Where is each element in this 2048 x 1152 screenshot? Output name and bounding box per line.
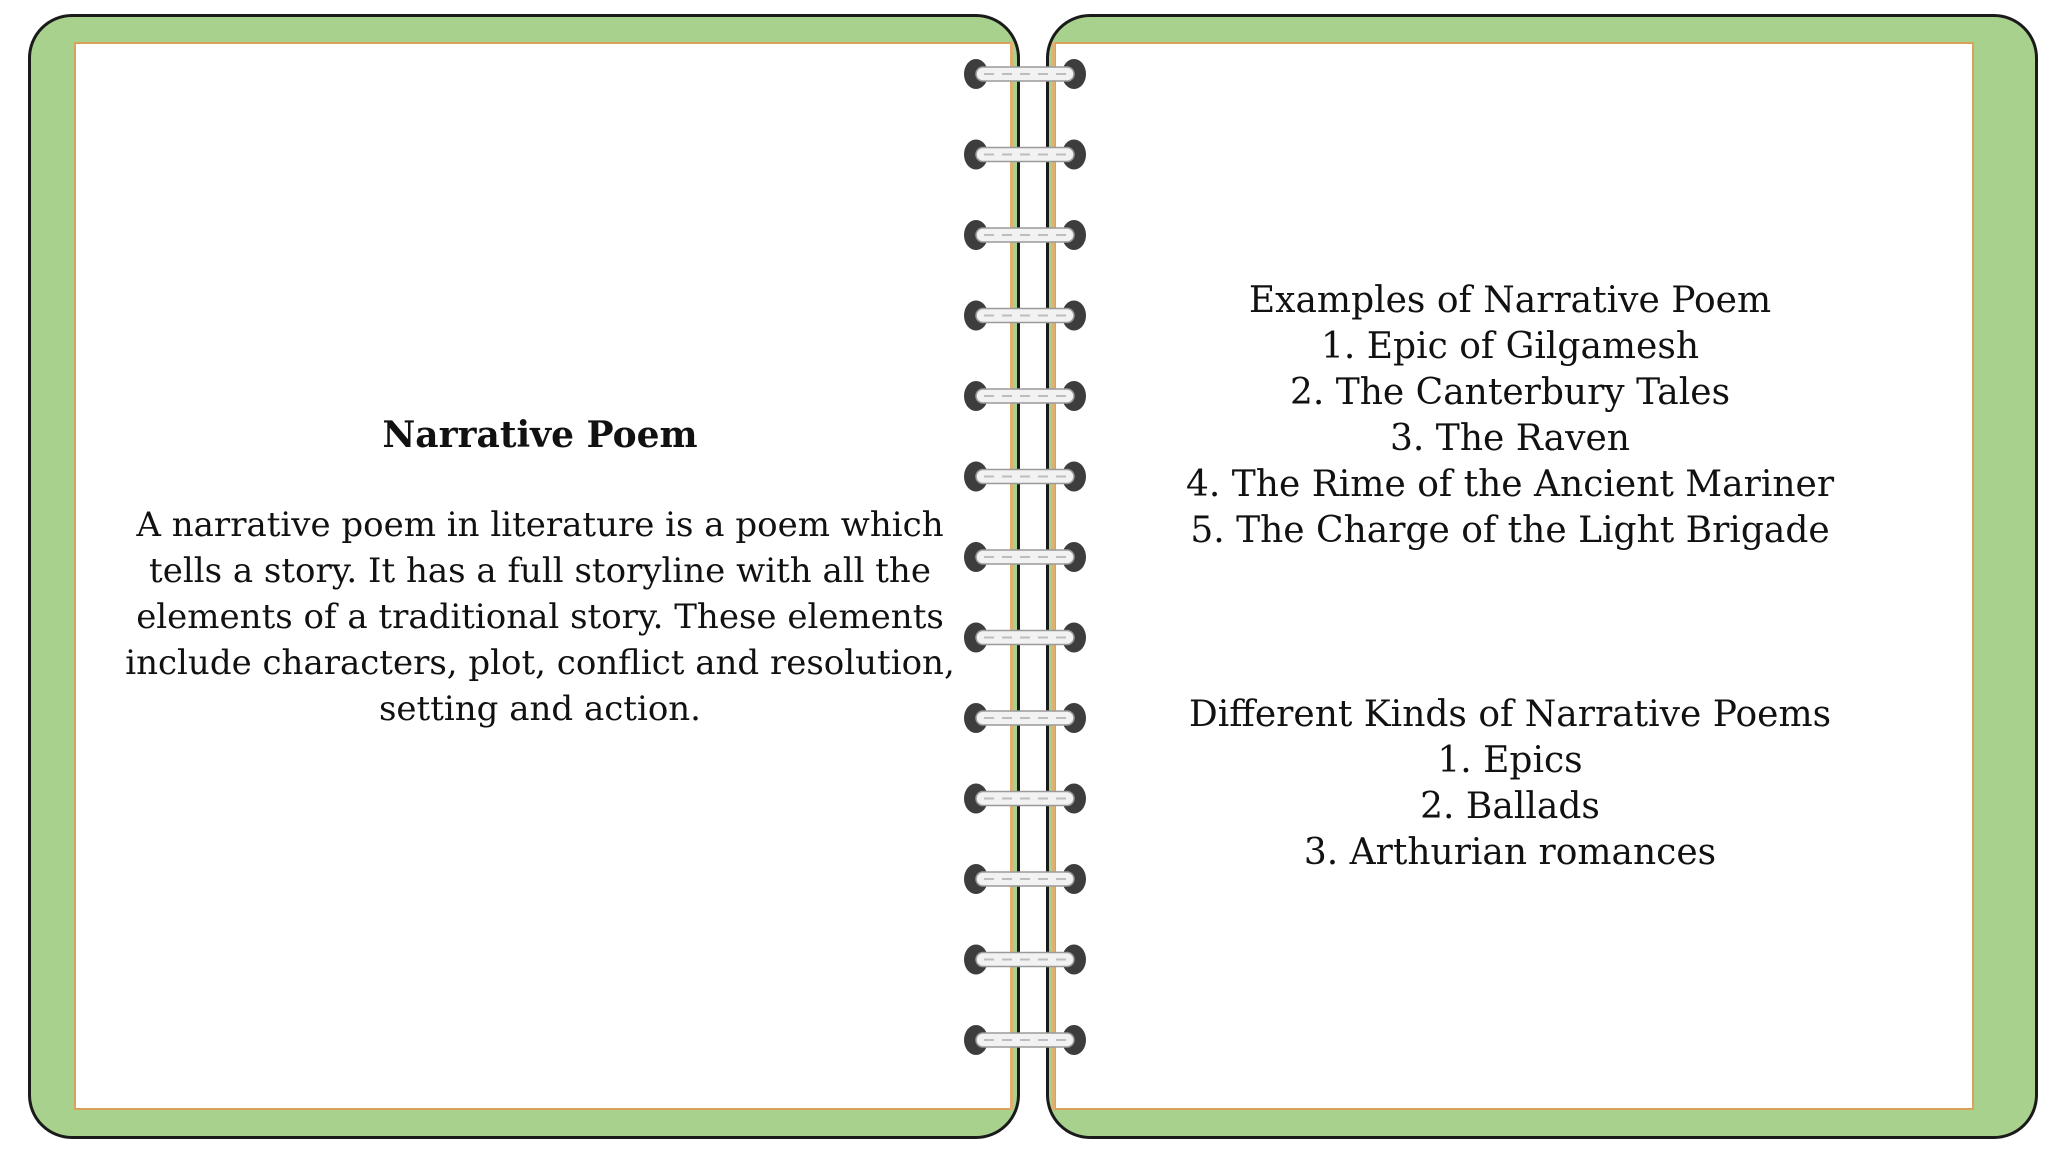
examples-list	[1130, 278, 1890, 554]
spiral-ring-icon	[964, 301, 1086, 331]
list-item: 1. Epic of Gilgamesh	[1320, 326, 1700, 367]
spiral-ring-icon	[964, 542, 1086, 572]
list-item: 2. The Canterbury Tales	[1289, 372, 1731, 413]
kinds-list	[1130, 692, 1890, 876]
spiral-ring-icon	[964, 59, 1086, 89]
spiral-ring-icon	[964, 703, 1086, 733]
list-item: 2. Ballads	[1420, 786, 1600, 827]
spiral-ring-icon	[964, 623, 1086, 653]
list-item: 4. The Rime of the Ancient Mariner	[1185, 464, 1835, 505]
examples-heading: Examples of Narrative Poem	[1248, 280, 1772, 321]
spiral-ring-icon	[964, 462, 1086, 492]
list-item: 5. The Charge of the Light Brigade	[1190, 510, 1830, 551]
spiral-ring-icon	[964, 1025, 1086, 1055]
spiral-ring-icon	[964, 945, 1086, 975]
list-item: 3. Arthurian romances	[1303, 832, 1717, 873]
left-page-content	[110, 412, 970, 732]
spiral-ring-icon	[964, 784, 1086, 814]
kinds-heading: Different Kinds of Narrative Poems	[1188, 694, 1832, 735]
spiral-ring-icon	[964, 381, 1086, 411]
page-title: Narrative Poem	[382, 414, 698, 456]
list-item: 3. The Raven	[1390, 418, 1630, 459]
spiral-binding	[960, 48, 1090, 1068]
right-page-content	[1130, 278, 1890, 876]
spiral-ring-icon	[964, 220, 1086, 250]
spiral-ring-icon	[964, 864, 1086, 894]
spiral-ring-icon	[964, 140, 1086, 170]
definition-paragraph: A narrative poem in literature is a poem which tells a story. It has a full storyline with all the elements of a traditional story. These elements include characters, plot, conflict and resolution, setting and action.	[125, 505, 955, 729]
list-item: 1. Epics	[1437, 740, 1583, 781]
